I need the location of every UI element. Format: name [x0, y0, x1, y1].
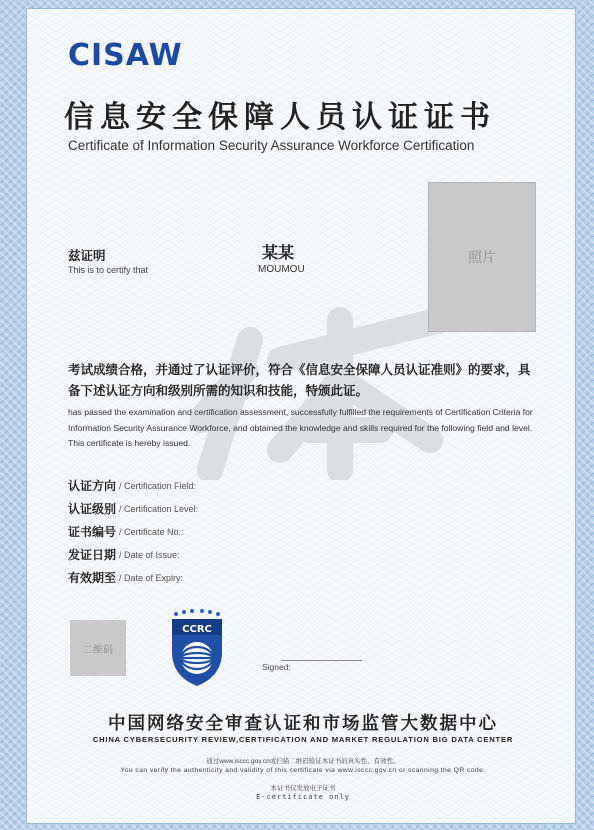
- certificate-title-cn: 信息安全保障人员认证证书: [64, 100, 496, 135]
- certify-label-cn: 兹证明: [68, 249, 106, 263]
- qr-code-placeholder: [70, 620, 126, 676]
- field-label-cn: 认证级别: [68, 502, 117, 516]
- certificate-statement-en: has passed the examination and certification assessment, successfully fulfilled the requirements of Certification Criteria for Information Security Assurance Workforce, and obtained the knowledge and skills required for the following field and level. This certificate is hereby issued.: [68, 407, 533, 448]
- field-label-en: / Date of Expiry:: [119, 572, 184, 583]
- certify-label-en: This is to certify that: [68, 265, 149, 275]
- field-label-cn: 证书编号: [68, 525, 117, 539]
- verify-note-en: You can verify the authenticity and validity of this certificate via www.isccc.gov.cn or scanning the QR code.: [120, 767, 486, 774]
- field-certification-field: [68, 474, 198, 497]
- certificate-statement-cn: 考试成绩合格，并通过了认证评价，符合《信息安全保障人员认证准则》的要求，具备下述认证方向和级别所需的知识和技能，特颁此证。: [68, 363, 531, 398]
- ccrc-emblem-icon: [168, 608, 226, 688]
- e-certificate-note-en: E-certificate only: [256, 793, 350, 801]
- e-certificate-note-cn: 本证书仅发放电子证书: [270, 785, 336, 792]
- field-label-cn: 认证方向: [68, 479, 117, 493]
- signed-label: Signed:: [262, 662, 291, 672]
- field-label-cn: 发证日期: [68, 548, 117, 562]
- field-label-cn: 有效期至: [68, 571, 117, 585]
- holder-name-en: MOUMOU: [258, 264, 305, 275]
- field-certification-level: [68, 497, 198, 520]
- emblem-text: CCRC: [182, 624, 212, 635]
- field-label-en: / Certificate No.:: [119, 526, 184, 537]
- qr-label: 二维码: [83, 644, 113, 656]
- certificate-fields: [68, 474, 198, 589]
- holder-name-cn: 某某: [262, 245, 295, 262]
- verify-note-cn: 通过www.isccc.gov.cn或扫描二维码验证本证书的真实性、有效性。: [206, 758, 400, 765]
- photo-label: 照片: [468, 249, 496, 265]
- signature-line: [282, 660, 362, 661]
- certificate-title-en: Certificate of Information Security Assurance Workforce Certification: [68, 138, 475, 153]
- issuer-name-cn: 中国网络安全审查认证和市场监管大数据中心: [108, 713, 498, 733]
- field-date-of-issue: [68, 543, 198, 566]
- field-certificate-no: [68, 520, 198, 543]
- field-label-en: / Certification Level:: [119, 503, 199, 514]
- field-label-en: / Certification Field:: [119, 480, 197, 491]
- photo-placeholder: [428, 182, 536, 332]
- issuer-name-en: CHINA CYBERSECURITY REVIEW,CERTIFICATION AND MARKET REGULATION BIG DATA CENTER: [92, 735, 514, 744]
- cisaw-logo: CISAW: [68, 38, 183, 73]
- field-label-en: / Date of Issue:: [119, 549, 180, 560]
- field-date-of-expiry: [68, 566, 198, 589]
